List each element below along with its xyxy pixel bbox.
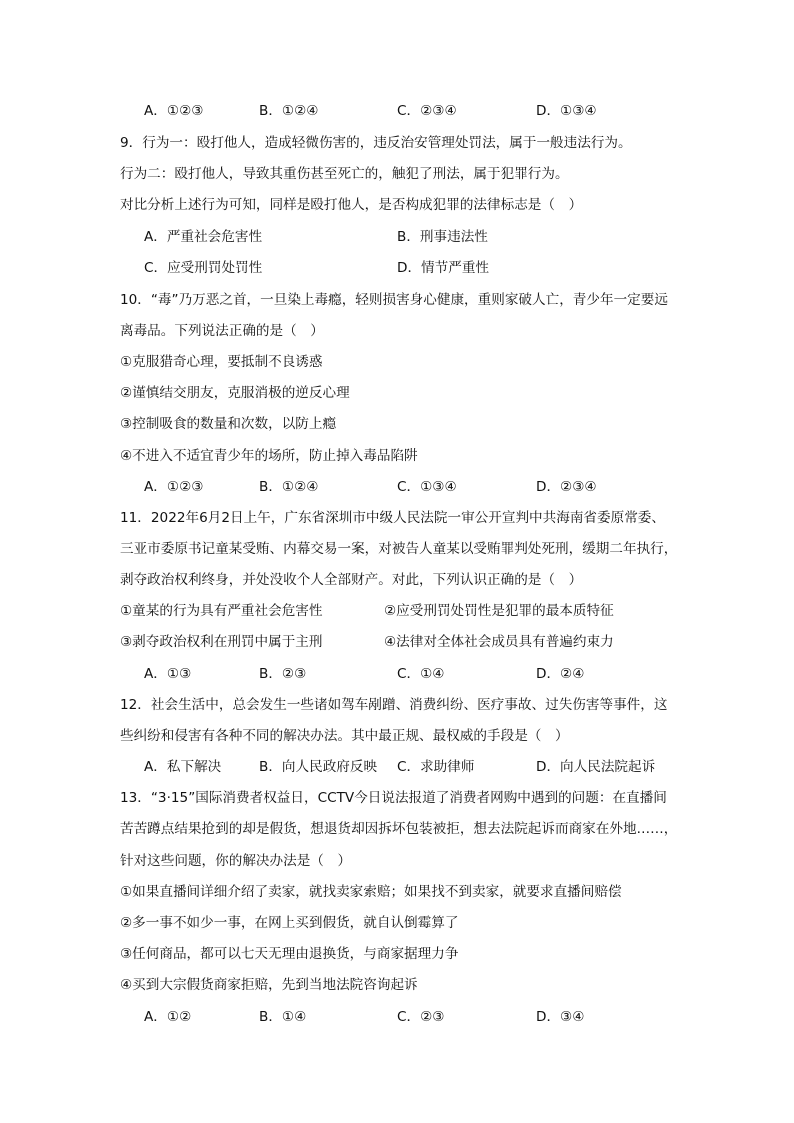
q11-stem-line-2: 三亚市委原书记童某受贿、内幕交易一案，对被告人童某以受贿罪判处死刑，缓期二年执行， bbox=[120, 541, 678, 557]
q9-stem-line-3: 对比分析上述行为可知，同样是殴打他人，是否构成犯罪的法律标志是（ ） bbox=[120, 197, 583, 213]
q11-stem-line-1: 11．2022年6月2日上午，广东省深圳市中级人民法院一审公开宣判中共海南省委原常委、 bbox=[120, 510, 665, 526]
q10-item-2: ②谨慎结交朋友，克服消极的逆反心理 bbox=[120, 385, 350, 401]
q10-item-4: ④不进入不适宜青少年的场所，防止掉入毒品陷阱 bbox=[120, 448, 418, 464]
q8-option-c[interactable]: C．②③④ bbox=[397, 103, 457, 119]
q12-stem-line-2: 些纠纷和侵害有各种不同的解决办法。其中最正规、最权威的手段是（ ） bbox=[120, 728, 569, 744]
q13-option-a[interactable]: A．①② bbox=[144, 1009, 192, 1025]
q12-option-b[interactable]: B．向人民政府反映 bbox=[259, 759, 378, 775]
q9-option-a[interactable]: A．严重社会危害性 bbox=[144, 229, 263, 245]
q10-item-3: ③控制吸食的数量和次数，以防上瘾 bbox=[120, 416, 337, 432]
q8-options-row bbox=[144, 101, 684, 121]
q10-option-c[interactable]: C．①③④ bbox=[397, 479, 457, 495]
q13-item-2: ②多一事不如少一事，在网上买到假货，就自认倒霉算了 bbox=[120, 915, 459, 931]
q9-options-row-1 bbox=[144, 227, 684, 247]
q13-option-d[interactable]: D．③④ bbox=[536, 1009, 585, 1025]
q8-option-b[interactable]: B．①②④ bbox=[259, 103, 319, 119]
q11-option-b[interactable]: B．②③ bbox=[259, 666, 307, 682]
q11-stem-line-3: 剥夺政治权利终身，并处没收个人全部财产。对此，下列认识正确的是（ ） bbox=[120, 572, 583, 588]
q11-item-1: ①童某的行为具有严重社会危害性 bbox=[120, 603, 323, 619]
q10-stem-line-2: 离毒品。下列说法正确的是（ ） bbox=[120, 323, 324, 339]
q11-item-3: ③剥夺政治权利在刑罚中属于主刑 bbox=[120, 634, 323, 650]
q12-option-c[interactable]: C．求助律师 bbox=[397, 759, 475, 775]
q11-item-2: ②应受刑罚处罚性是犯罪的最本质特征 bbox=[384, 603, 614, 619]
q9-option-c[interactable]: C．应受刑罚处罚性 bbox=[144, 260, 263, 276]
q13-stem-line-2: 苦苦蹲点结果抢到的却是假货，想退货却因拆坏包装被拒，想去法院起诉而商家在外地……， bbox=[120, 821, 678, 837]
q12-stem-line-1: 12．社会生活中，总会发生一些诸如驾车剐蹭、消费纠纷、医疗事故、过失伤害等事件，这 bbox=[120, 697, 668, 713]
q12-option-a[interactable]: A．私下解决 bbox=[144, 759, 222, 775]
q8-option-a[interactable]: A．①②③ bbox=[144, 103, 204, 119]
q11-item-4: ④法律对全体社会成员具有普遍约束力 bbox=[384, 634, 614, 650]
q13-item-3: ③任何商品，都可以七天无理由退换货，与商家据理力争 bbox=[120, 946, 459, 962]
q13-item-4: ④买到大宗假货商家拒赔，先到当地法院咨询起诉 bbox=[120, 977, 418, 993]
q13-option-c[interactable]: C．②③ bbox=[397, 1009, 445, 1025]
q9-stem-line-1: 9．行为一：殴打他人，造成轻微伤害的，违反治安管理处罚法，属于一般违法行为。 bbox=[120, 135, 632, 151]
q10-options-row bbox=[144, 477, 684, 497]
q9-option-b[interactable]: B．刑事违法性 bbox=[397, 229, 488, 245]
q13-stem-line-3: 针对这些问题，你的解决办法是（ ） bbox=[120, 853, 352, 869]
q13-options-row bbox=[144, 1007, 684, 1027]
q12-options-row bbox=[144, 757, 684, 777]
q11-option-c[interactable]: C．①④ bbox=[397, 666, 445, 682]
q13-stem-line-1: 13．“3·15”国际消费者权益日，CCTV今日说法报道了消费者网购中遇到的问题：在直播间 bbox=[120, 790, 667, 806]
q9-options-row-2 bbox=[144, 258, 684, 278]
q9-stem-line-2: 行为二：殴打他人，导致其重伤甚至死亡的，触犯了刑法，属于犯罪行为。 bbox=[120, 166, 569, 182]
q10-option-d[interactable]: D．②③④ bbox=[536, 479, 597, 495]
q11-option-d[interactable]: D．②④ bbox=[536, 666, 585, 682]
q11-items-row-1 bbox=[120, 601, 680, 621]
q10-option-b[interactable]: B．①②④ bbox=[259, 479, 319, 495]
q11-option-a[interactable]: A．①③ bbox=[144, 666, 192, 682]
q11-items-row-2 bbox=[120, 632, 680, 652]
q10-item-1: ①克服猎奇心理，要抵制不良诱惑 bbox=[120, 354, 323, 370]
q9-option-d[interactable]: D．情节严重性 bbox=[397, 260, 490, 276]
q12-option-d[interactable]: D．向人民法院起诉 bbox=[536, 759, 656, 775]
q8-option-d[interactable]: D．①③④ bbox=[536, 103, 597, 119]
q13-option-b[interactable]: B．①④ bbox=[259, 1009, 307, 1025]
q10-option-a[interactable]: A．①②③ bbox=[144, 479, 204, 495]
q10-stem-line-1: 10．“毒”乃万恶之首，一旦染上毒瘾，轻则损害身心健康，重则家破人亡，青少年一定要远 bbox=[120, 292, 668, 308]
q13-item-1: ①如果直播间详细介绍了卖家，就找卖家索赔；如果找不到卖家，就要求直播间赔偿 bbox=[120, 884, 622, 900]
q11-options-row bbox=[144, 664, 684, 684]
